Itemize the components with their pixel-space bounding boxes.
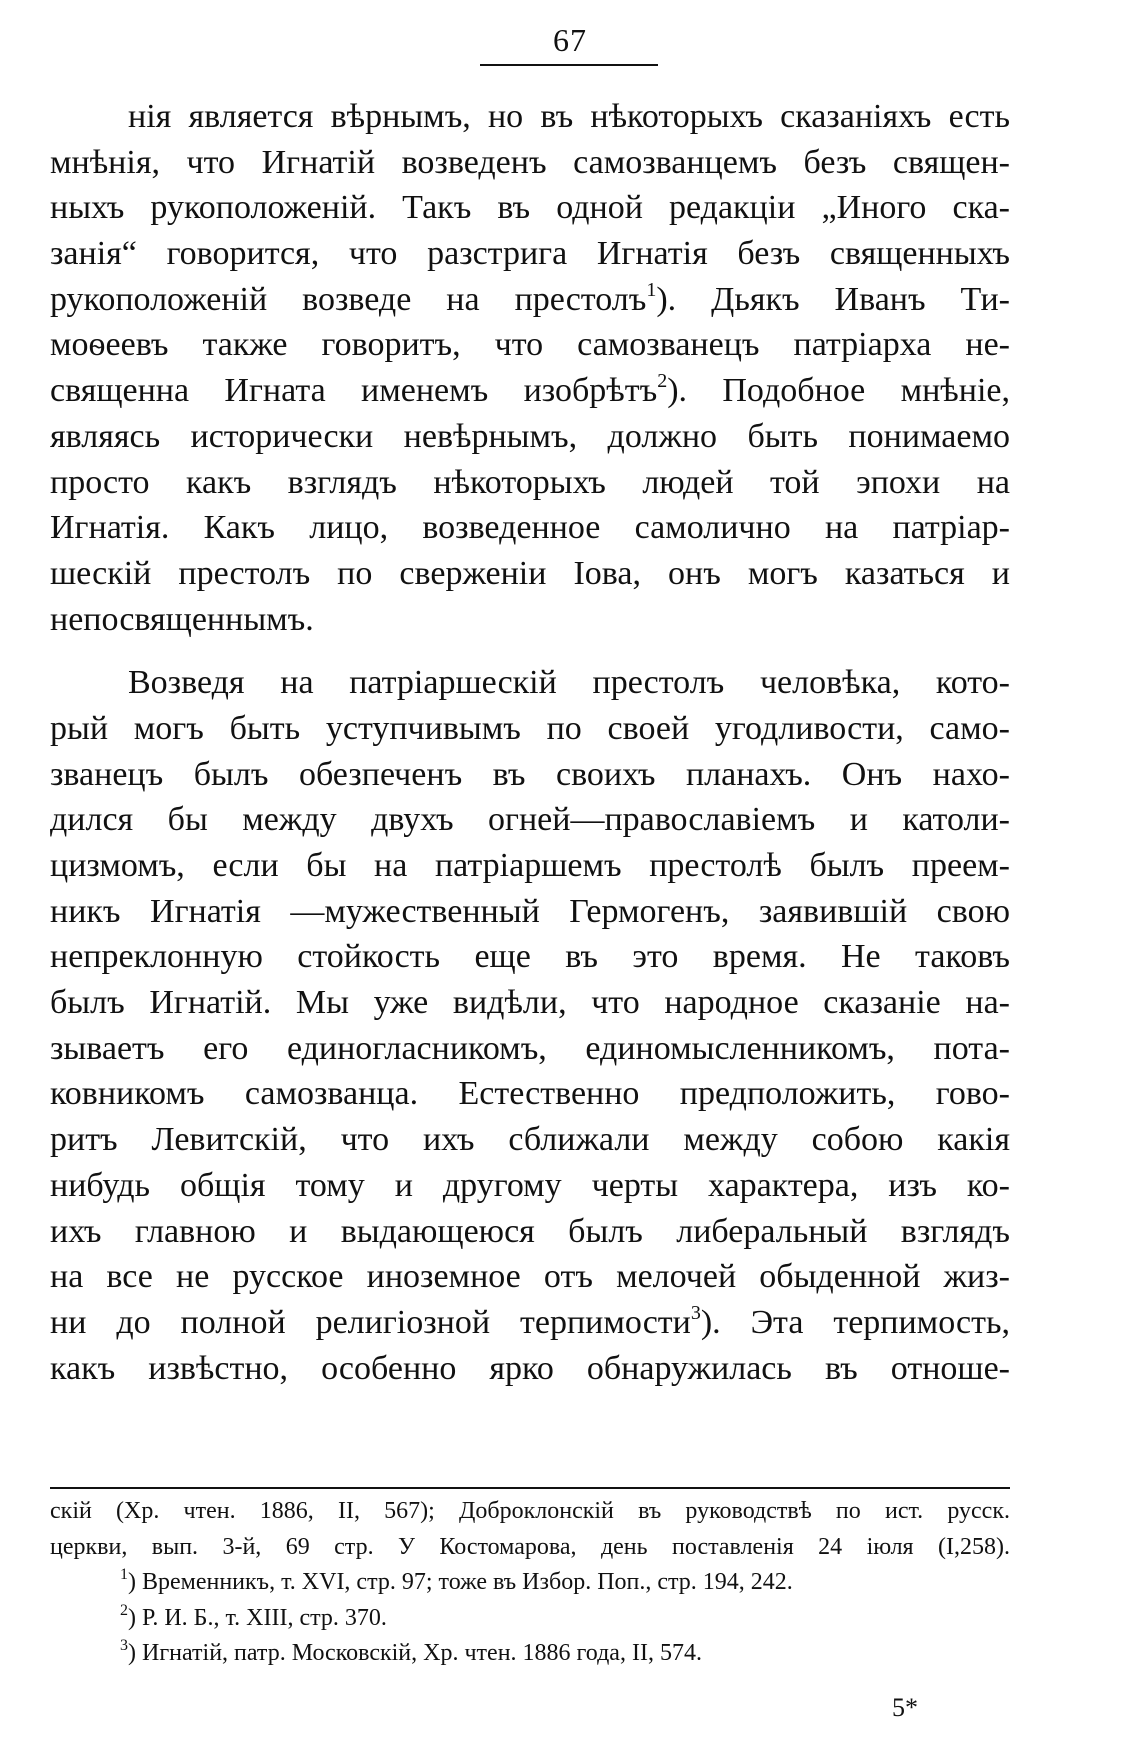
footnote-1 (50, 1565, 1010, 1601)
page-number: 67 (553, 22, 587, 58)
line-text: Возведя на патріаршескій престолъ человѣка, кото- (128, 664, 1010, 702)
footnote-text: ) Игнатій, патр. Московскій, Хр. чтен. 1886 года, II, 574. (128, 1640, 702, 1666)
paragraph-gap (50, 642, 1010, 660)
line-text: ритъ Левитскій, что ихъ сближали между собою какія (50, 1121, 1010, 1159)
line-text: нибудь общія тому и другому черты характера, изъ ко- (50, 1166, 1010, 1204)
line-text: являясь исторически невѣрнымъ, должно быть понимаемо (50, 417, 1010, 455)
text-line (50, 1300, 1010, 1346)
line-text: просто какъ взглядъ нѣкоторыхъ людей той эпохи на (50, 463, 1010, 501)
text-line (50, 706, 1010, 752)
text-line (50, 843, 1010, 889)
text-line (50, 368, 1010, 414)
line-text: непосвященнымъ. (50, 600, 314, 638)
text-line (50, 797, 1010, 843)
footnote-rule (50, 1487, 1010, 1489)
line-text: ихъ главною и выдающеюся былъ либеральный взглядъ (50, 1212, 1010, 1250)
text-line (50, 414, 1010, 460)
paragraph (50, 660, 1010, 1391)
line-text: нія является вѣрнымъ, но въ нѣкоторыхъ сказаніяхъ есть (128, 98, 1010, 135)
line-text: на все не русское иноземное отъ мелочей обыденной жиз- (50, 1258, 1010, 1296)
text-line (50, 1163, 1010, 1209)
line-text: Игнатія. Какъ лицо, возведенное самолично на патріар- (50, 509, 1010, 547)
text-line (50, 1209, 1010, 1255)
line-text: цизмомъ, если бы на патріаршемъ престолѣ былъ преем- (50, 847, 1010, 884)
footnote-reference: 2 (657, 370, 668, 393)
footnotes (50, 1494, 1010, 1672)
line-text: зываетъ его единогласникомъ, единомысленникомъ, пота- (50, 1029, 1010, 1067)
book-page (50, 0, 1010, 1753)
line-text-after-reference: ). Эта терпимость, (700, 1303, 1010, 1341)
text-line (50, 1026, 1010, 1072)
text-line (50, 94, 1010, 140)
text-line (50, 1117, 1010, 1163)
text-line (50, 980, 1010, 1026)
line-text: мнѣнія, что Игнатій возведенъ самозванцемъ безъ священ- (50, 143, 1010, 181)
line-text-after-reference: ). Дьякъ Иванъ Ти- (656, 280, 1010, 318)
line-text: дился бы между двухъ огней—православіемъ и католи- (50, 801, 1010, 839)
text-line (50, 322, 1010, 368)
main-text (50, 94, 1010, 1391)
text-line (50, 889, 1010, 935)
text-line (50, 231, 1010, 277)
text-line (50, 934, 1010, 980)
text-line (50, 660, 1010, 706)
page-number-rule (480, 64, 658, 66)
line-text: непреклонную стойкость еще въ это время. Не таковъ (50, 938, 1010, 976)
footnote-marker: 3 (120, 1637, 128, 1654)
footnote-2 (50, 1601, 1010, 1637)
text-line (50, 1254, 1010, 1300)
footnote-text: ) Временникъ, т. XVI, стр. 97; тоже въ Избор. Поп., стр. 194, 242. (128, 1569, 793, 1595)
line-text: былъ Игнатій. Мы уже видѣли, что народное сказаніе на- (50, 984, 1010, 1022)
text-line (50, 185, 1010, 231)
text-line (50, 752, 1010, 798)
text-line (50, 1071, 1010, 1117)
footnote-marker: 1 (120, 1566, 128, 1583)
line-text: какъ извѣстно, особенно ярко обнаружилась въ отноше- (50, 1349, 1010, 1387)
footnote-marker: 2 (120, 1601, 128, 1619)
line-text: рукоположеній возведе на престолъ (50, 280, 647, 318)
line-text: ни до полной религіозной терпимости (50, 1303, 691, 1341)
footnote-3 (50, 1636, 1010, 1672)
line-text: ковникомъ самозванца. Естественно предположить, гово- (50, 1075, 1010, 1113)
footnote-continuation-line: церкви, вып. 3-й, 69 стр. У Костомарова, день поставленія 24 іюля (I,258). (50, 1533, 1010, 1560)
signature-mark: 5* (892, 1693, 918, 1722)
text-line (50, 140, 1010, 186)
text-line (50, 505, 1010, 551)
line-text: моѳеевъ также говоритъ, что самозванецъ патріарха не- (50, 326, 1010, 364)
paragraph (50, 94, 1010, 642)
line-text-after-reference: ). Подобное мнѣніе, (667, 372, 1010, 410)
footnote-continuation-line: скій (Хр. чтен. 1886, II, 567); Доброклонскій въ руководствѣ по ист. русск. (50, 1498, 1010, 1524)
text-line (50, 551, 1010, 597)
text-line (50, 597, 1010, 643)
footnote-reference: 3 (690, 1301, 701, 1324)
text-line (50, 1346, 1010, 1392)
line-text: священна Игната именемъ изобрѣтъ (50, 372, 658, 410)
footnote-text: ) Р. И. Б., т. XIII, стр. 370. (128, 1604, 387, 1631)
footnote-reference: 1 (646, 278, 657, 301)
text-line (50, 277, 1010, 323)
line-text: шескій престолъ по сверженіи Іова, онъ могъ казаться и (50, 554, 1010, 592)
line-text: рый могъ быть уступчивымъ по своей угодливости, само- (50, 709, 1010, 747)
text-line (50, 460, 1010, 506)
line-text: званецъ былъ обезпеченъ въ своихъ планахъ. Онъ нахо- (50, 755, 1010, 793)
line-text: ныхъ рукоположеній. Такъ въ одной редакціи „Иного ска- (50, 189, 1010, 227)
line-text: никъ Игнатія —мужественный Гермогенъ, заявившій свою (50, 892, 1010, 930)
line-text: занія“ говорится, что разстрига Игнатія безъ священныхъ (50, 235, 1010, 273)
